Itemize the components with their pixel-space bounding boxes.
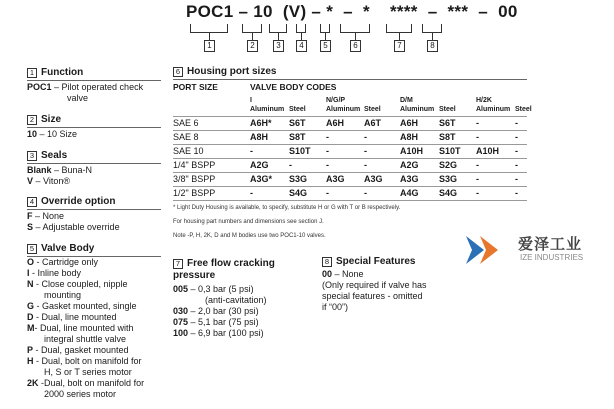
special-code-line bbox=[322, 269, 364, 280]
cell-bspp38-dm-al: A3G bbox=[400, 174, 419, 184]
logo-chinese-name: 爱泽工业 bbox=[518, 236, 583, 253]
table-header-rule bbox=[173, 116, 527, 117]
row-rule bbox=[173, 158, 527, 159]
stem-3 bbox=[278, 33, 279, 40]
override-num: 4 bbox=[27, 197, 37, 207]
cell-sae8-dm-al: A8H bbox=[400, 132, 419, 142]
valve-body-item-2k-cont: 2000 series motor bbox=[44, 389, 117, 399]
seals-text-2: – Viton® bbox=[33, 176, 71, 186]
cell-bspp12-dm-st: S4G bbox=[439, 188, 458, 198]
vb-code-o: O bbox=[27, 257, 35, 267]
seals-code-2: V bbox=[27, 176, 34, 186]
cracking-text-005: – 0,3 bar (5 psi) bbox=[188, 284, 254, 294]
valve-body-item-n bbox=[27, 279, 128, 290]
housing-note-1: * Light Duty Housing is available, to specify, substitute H or G with T or B respectively. bbox=[173, 205, 401, 211]
cracking-item-075 bbox=[173, 317, 259, 328]
cell-bspp14-ngp-al: - bbox=[326, 160, 329, 170]
override-item-1 bbox=[27, 211, 64, 222]
seals-num: 3 bbox=[27, 151, 37, 161]
cracking-code-030: 030 bbox=[173, 306, 189, 316]
function-num: 1 bbox=[27, 68, 37, 78]
cracking-text-030: – 2,0 bar (30 psi) bbox=[188, 306, 259, 316]
cell-sae6-h2k-al: - bbox=[476, 118, 479, 128]
cell-bspp38-i-st: S3G bbox=[289, 174, 308, 184]
cell-bspp38-i-al: A3G* bbox=[250, 174, 273, 184]
cell-sae6-h2k-st: - bbox=[515, 118, 518, 128]
seals-rule bbox=[27, 163, 161, 164]
row-rule bbox=[173, 186, 527, 187]
group-i: I bbox=[250, 97, 252, 104]
bracket-1 bbox=[190, 24, 228, 33]
cell-sae6-i-al: A6H* bbox=[250, 118, 272, 128]
override-code-2: S bbox=[27, 222, 34, 232]
group-h2k: H/2K bbox=[476, 97, 492, 104]
vb-text-g: - Gasket mounted, single bbox=[34, 301, 137, 311]
function-title: Function bbox=[41, 67, 84, 78]
valve-body-codes-header: VALVE BODY CODES bbox=[250, 82, 337, 92]
cell-bspp14-ngp-st: - bbox=[364, 160, 367, 170]
cell-bspp38-ngp-al: A3G bbox=[326, 174, 345, 184]
valve-body-title: Valve Body bbox=[41, 243, 95, 254]
row-port-bspp38: 3/8" BSPP bbox=[173, 174, 216, 184]
vb-code-m: M bbox=[27, 323, 35, 333]
vb-code-h: H bbox=[27, 356, 34, 366]
vb-code-p: P bbox=[27, 345, 34, 355]
group-dm: D/M bbox=[400, 97, 413, 104]
cell-sae10-dm-st: S10T bbox=[439, 146, 461, 156]
bracket-8 bbox=[422, 24, 442, 33]
housing-heading bbox=[173, 66, 276, 77]
cell-sae10-h2k-st: - bbox=[515, 146, 518, 156]
logo-english-name: IZE INDUSTRIES bbox=[520, 253, 584, 262]
cell-sae8-ngp-al: - bbox=[326, 132, 329, 142]
subhead-ngp-st: Steel bbox=[364, 106, 381, 113]
cell-bspp14-h2k-st: - bbox=[515, 160, 518, 170]
valve-body-num: 5 bbox=[27, 244, 37, 254]
stem-5 bbox=[325, 33, 326, 40]
vb-text-2k: -Dual, bolt on manifold for bbox=[38, 378, 145, 388]
override-rule bbox=[27, 209, 161, 210]
housing-note-3: Note -P, H, 2K, D and M bodies use two POC1-10 valves. bbox=[173, 233, 326, 239]
subhead-h2k-st: Steel bbox=[515, 106, 532, 113]
cell-bspp12-i-st: S4G bbox=[289, 188, 308, 198]
cell-bspp12-dm-al: A4G bbox=[400, 188, 419, 198]
ize-logo-icon bbox=[462, 230, 506, 270]
cell-sae8-i-al: A8H bbox=[250, 132, 269, 142]
size-rule bbox=[27, 127, 161, 128]
vb-code-n: N bbox=[27, 279, 34, 289]
bracket-6 bbox=[340, 24, 370, 33]
cracking-title-1: Free flow cracking bbox=[187, 258, 275, 269]
function-text: – Pilot operated check bbox=[51, 82, 144, 92]
stem-1 bbox=[209, 33, 210, 40]
override-item-2 bbox=[27, 222, 120, 233]
override-text-1: – None bbox=[32, 211, 65, 221]
size-heading bbox=[27, 114, 61, 125]
code-box-6: 6 bbox=[350, 40, 361, 52]
seals-heading bbox=[27, 150, 67, 161]
vb-code-g: G bbox=[27, 301, 35, 311]
cell-bspp12-i-al: - bbox=[250, 188, 253, 198]
row-rule bbox=[173, 144, 527, 145]
stem-6 bbox=[355, 33, 356, 40]
valve-body-item-i bbox=[27, 268, 81, 279]
subhead-dm-al: Aluminum bbox=[400, 106, 435, 113]
function-code: POC1 bbox=[27, 82, 52, 92]
bracket-7 bbox=[386, 24, 412, 33]
bracket-2 bbox=[242, 24, 262, 33]
cell-bspp14-dm-al: A2G bbox=[400, 160, 419, 170]
valve-body-item-n-cont: mounting bbox=[44, 290, 82, 300]
special-title: Special Features bbox=[336, 256, 416, 267]
cell-sae8-i-st: S8T bbox=[289, 132, 306, 142]
cell-sae10-h2k-al: A10H bbox=[476, 146, 500, 156]
subhead-i-st: Steel bbox=[289, 106, 306, 113]
valve-body-item-d bbox=[27, 312, 117, 323]
code-box-7: 7 bbox=[394, 40, 405, 52]
row-rule bbox=[173, 130, 527, 131]
subhead-dm-st: Steel bbox=[439, 106, 456, 113]
vb-text-p: - Dual, gasket mounted bbox=[33, 345, 129, 355]
vb-text-n: - Close coupled, nipple bbox=[33, 279, 128, 289]
cell-bspp12-ngp-st: - bbox=[364, 188, 367, 198]
cracking-num: 7 bbox=[173, 259, 183, 269]
cell-sae10-dm-al: A10H bbox=[400, 146, 424, 156]
special-num: 8 bbox=[322, 257, 332, 267]
special-line-3: if “00”) bbox=[322, 302, 349, 312]
row-rule bbox=[173, 172, 527, 173]
housing-note-2: For housing part numbers and dimensions see section J. bbox=[173, 219, 324, 225]
override-code-1: F bbox=[27, 211, 33, 221]
function-line-2: valve bbox=[67, 93, 89, 103]
cell-sae10-ngp-st: - bbox=[364, 146, 367, 156]
code-box-4: 4 bbox=[296, 40, 307, 52]
cell-bspp14-dm-st: S2G bbox=[439, 160, 458, 170]
stem-4 bbox=[301, 33, 302, 40]
cracking-item-100 bbox=[173, 328, 264, 339]
cracking-code-075: 075 bbox=[173, 317, 189, 327]
bracket-4 bbox=[296, 24, 306, 33]
size-title: Size bbox=[41, 114, 62, 125]
special-text: – None bbox=[332, 269, 364, 279]
housing-num: 6 bbox=[173, 67, 183, 77]
seals-text-1: – Buna-N bbox=[51, 165, 93, 175]
code-box-1: 1 bbox=[204, 40, 215, 52]
seals-title: Seals bbox=[41, 150, 68, 161]
cell-sae6-ngp-al: A6H bbox=[326, 118, 345, 128]
cell-bspp12-ngp-al: - bbox=[326, 188, 329, 198]
seals-code-1: Blank bbox=[27, 165, 52, 175]
vb-text-h: - Dual, bolt on manifold for bbox=[33, 356, 142, 366]
subhead-i-al: Aluminum bbox=[250, 106, 285, 113]
special-heading bbox=[322, 256, 415, 267]
cracking-text-075: – 5,1 bar (75 psi) bbox=[188, 317, 259, 327]
cell-sae6-i-st: S6T bbox=[289, 118, 306, 128]
vb-code-2k: 2K bbox=[27, 378, 39, 388]
stem-8 bbox=[432, 33, 433, 40]
cell-bspp14-i-al: A2G bbox=[250, 160, 269, 170]
cracking-item-005 bbox=[173, 284, 254, 295]
cell-bspp14-h2k-al: - bbox=[476, 160, 479, 170]
cell-bspp38-ngp-st: A3G bbox=[364, 174, 383, 184]
special-line-1: (Only required if valve has bbox=[322, 280, 427, 290]
cell-sae8-dm-st: S8T bbox=[439, 132, 456, 142]
override-title: Override option bbox=[41, 196, 116, 207]
row-port-sae10: SAE 10 bbox=[173, 146, 204, 156]
special-line-2: special features - omitted bbox=[322, 291, 423, 301]
bracket-3 bbox=[269, 24, 287, 33]
cell-sae6-dm-st: S6T bbox=[439, 118, 456, 128]
vb-text-m: - Dual, line mounted with bbox=[34, 323, 134, 333]
model-code: POC1 – 10 (V) – * – * **** – *** – 00 bbox=[186, 2, 518, 21]
function-line-1 bbox=[27, 82, 143, 93]
cell-sae6-ngp-st: A6T bbox=[364, 118, 382, 128]
seals-item-1 bbox=[27, 165, 92, 176]
cracking-heading bbox=[173, 258, 275, 269]
bracket-5 bbox=[320, 24, 330, 33]
cell-sae8-h2k-st: - bbox=[515, 132, 518, 142]
cell-sae10-ngp-al: - bbox=[326, 146, 329, 156]
stem-7 bbox=[399, 33, 400, 40]
group-ngp: N/G/P bbox=[326, 97, 346, 104]
vb-text-i: - Inline body bbox=[29, 268, 82, 278]
cell-bspp38-h2k-al: - bbox=[476, 174, 479, 184]
seals-item-2 bbox=[27, 176, 70, 187]
cell-sae10-i-st: S10T bbox=[289, 146, 311, 156]
code-box-3: 3 bbox=[273, 40, 284, 52]
valve-body-item-2k bbox=[27, 378, 144, 389]
cracking-text-100: – 6,9 bar (100 psi) bbox=[188, 328, 264, 338]
cracking-code-005: 005 bbox=[173, 284, 189, 294]
code-box-2: 2 bbox=[247, 40, 258, 52]
valve-body-item-p bbox=[27, 345, 129, 356]
override-text-2: – Adjustable override bbox=[33, 222, 120, 232]
cell-sae8-h2k-al: - bbox=[476, 132, 479, 142]
subhead-h2k-al: Aluminum bbox=[476, 106, 511, 113]
size-line bbox=[27, 129, 77, 140]
code-box-8: 8 bbox=[427, 40, 438, 52]
valve-body-item-h-cont: H, S or T series motor bbox=[44, 367, 132, 377]
stem-2 bbox=[252, 33, 253, 40]
cracking-title-2: pressure bbox=[173, 270, 216, 281]
row-port-sae6: SAE 6 bbox=[173, 118, 199, 128]
housing-title: Housing port sizes bbox=[187, 66, 277, 77]
valve-body-item-h bbox=[27, 356, 142, 367]
cell-sae6-dm-al: A6H bbox=[400, 118, 419, 128]
cell-sae10-i-al: - bbox=[250, 146, 253, 156]
cracking-item-005-cont: (anti-cavitation) bbox=[205, 295, 267, 305]
row-port-sae8: SAE 8 bbox=[173, 132, 199, 142]
size-num: 2 bbox=[27, 115, 37, 125]
function-rule bbox=[27, 80, 161, 81]
cell-sae8-ngp-st: - bbox=[364, 132, 367, 142]
special-code: 00 bbox=[322, 269, 333, 279]
row-port-bspp14: 1/4" BSPP bbox=[173, 160, 216, 170]
row-port-bspp12: 1/2" BSPP bbox=[173, 188, 216, 198]
vb-text-d: - Dual, line mounted bbox=[33, 312, 117, 322]
valve-body-item-m bbox=[27, 323, 134, 334]
vb-code-i: I bbox=[27, 268, 30, 278]
code-box-5: 5 bbox=[320, 40, 331, 52]
cell-bspp38-h2k-st: - bbox=[515, 174, 518, 184]
override-heading bbox=[27, 196, 115, 207]
housing-rule bbox=[173, 79, 527, 80]
subhead-ngp-al: Aluminum bbox=[326, 106, 361, 113]
size-text: – 10 Size bbox=[37, 129, 78, 139]
size-code: 10 bbox=[27, 129, 38, 139]
valve-body-item-g bbox=[27, 301, 137, 312]
valve-body-item-m-cont: integral shuttle valve bbox=[44, 334, 127, 344]
valve-body-heading bbox=[27, 243, 94, 254]
cracking-item-030 bbox=[173, 306, 259, 317]
cracking-code-100: 100 bbox=[173, 328, 189, 338]
row-rule bbox=[173, 200, 527, 201]
vb-text-o: - Cartridge only bbox=[34, 257, 99, 267]
cell-bspp38-dm-st: S3G bbox=[439, 174, 458, 184]
function-heading bbox=[27, 67, 83, 78]
cell-bspp14-i-st: - bbox=[289, 160, 292, 170]
vb-code-d: D bbox=[27, 312, 34, 322]
cell-bspp12-h2k-al: - bbox=[476, 188, 479, 198]
cell-bspp12-h2k-st: - bbox=[515, 188, 518, 198]
port-size-header: PORT SIZE bbox=[173, 82, 218, 92]
valve-body-item-o bbox=[27, 257, 98, 268]
